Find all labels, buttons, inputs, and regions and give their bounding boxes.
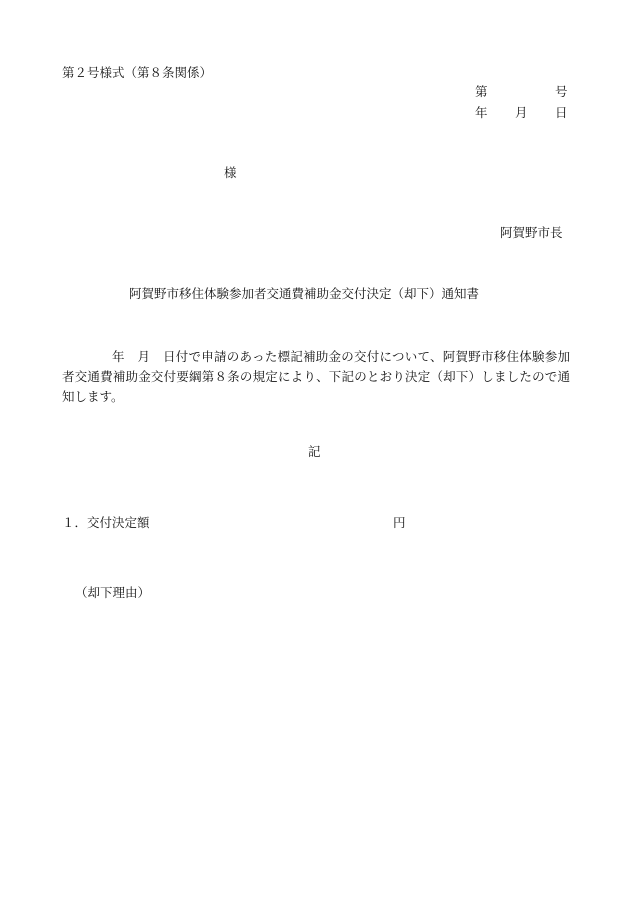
form-label: 第２号様式（第８条関係）	[62, 65, 213, 80]
date-day: 日	[555, 105, 568, 120]
issuer-name: 阿賀野市長	[500, 225, 563, 240]
doc-number-dai: 第	[475, 84, 488, 99]
document-title: 阿賀野市移住体験参加者交通費補助金交付決定（却下）通知書	[129, 286, 480, 301]
date-month: 月	[515, 105, 528, 120]
body-paragraph	[62, 347, 570, 407]
recipient-honorific: 様	[224, 165, 237, 180]
grant-amount-unit: 円	[393, 515, 406, 530]
doc-number-go: 号	[555, 84, 568, 99]
rejection-reason-label: （却下理由）	[75, 585, 151, 600]
date-year: 年	[475, 105, 488, 120]
ki-heading: 記	[308, 444, 321, 459]
grant-amount-label: １．交付決定額	[62, 515, 150, 530]
body-text: 年 月 日付で申請のあった標記補助金の交付について、阿賀野市移住体験参加者交通費補助金交付要綱第８条の規定により、下記のとおり決定（却下）しましたので通知します。	[62, 349, 570, 404]
